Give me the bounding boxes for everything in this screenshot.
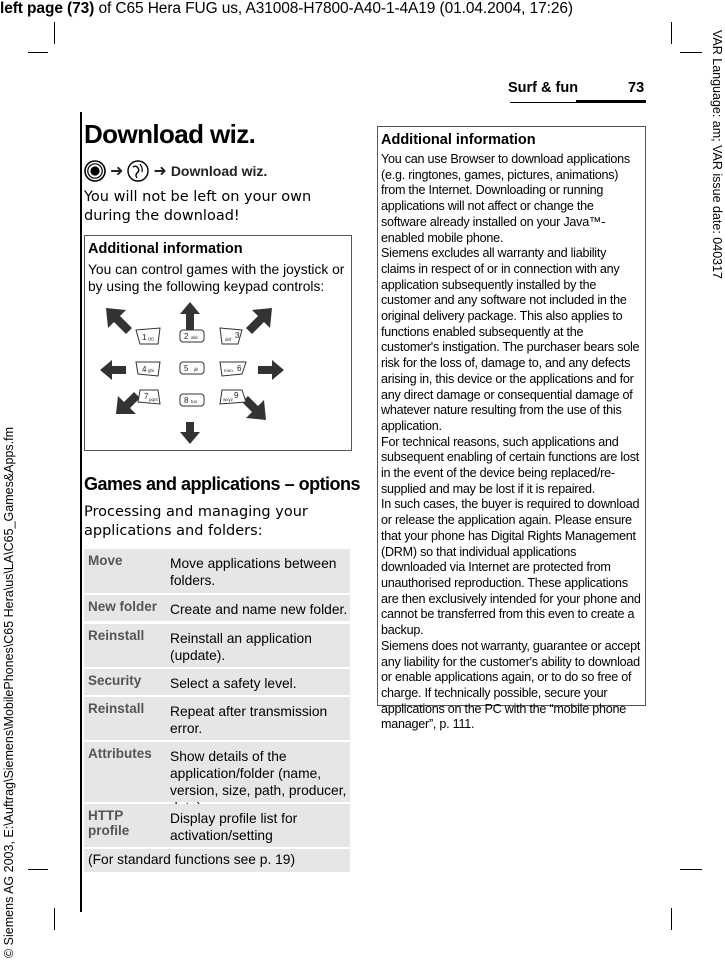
option-key: Security (88, 673, 142, 688)
option-key: Reinstall (88, 628, 145, 643)
arrow-down-icon (180, 422, 200, 444)
key-7-letters: pqrs (149, 397, 158, 402)
key-6-digit: 6 (237, 364, 242, 373)
side-info-left: © Siemens AG 2003, E:\Auftrag\Siemens\MobilePhones\C65 Hera\us\LA\C65_Games&Apps.fm (2, 426, 16, 958)
info-paragraph: For technical reasons, such applications and subsequent enabling of certain functions are lost in the event of the device being replaced/re-supplied and may be lost if it is repaired. (381, 434, 639, 496)
info-box-title: Additional information (88, 241, 243, 257)
intro-text: You will not be left on your own during the download! (84, 189, 312, 224)
crop-mark (680, 869, 702, 870)
options-row (84, 595, 350, 621)
crop-mark (680, 52, 702, 53)
options-footer-row (84, 849, 350, 872)
navigation-path (84, 159, 267, 183)
key-1-digit: 1 (142, 333, 147, 342)
column-rule (80, 112, 82, 912)
key-8-letters: tuv (191, 399, 198, 404)
key-9-digit: 9 (234, 391, 239, 400)
info-box-title: Additional information (381, 132, 536, 148)
crop-mark (54, 22, 55, 44)
crop-mark (54, 908, 55, 930)
crop-mark (28, 52, 48, 53)
info-paragraph: Siemens excludes all warranty and liability claims in respect of or in connection with any application subsequently installed by the customer and any software not included in the original delivery package. This also applies to functions enabled subsequently at the customer's instigation. The purchaser bears sole risk for the loss of, damage to, and any defects arising in, this device or the applications and for any direct damage or consequential damage of whatever nature resulting from the use of this application. (381, 246, 640, 433)
arrow-right-icon: ➜ (153, 163, 167, 180)
arrow-up-icon (180, 302, 200, 332)
additional-info-box-right (377, 126, 646, 732)
key-4-digit: 4 (142, 365, 147, 374)
key-2-digit: 2 (184, 332, 189, 341)
options-row (84, 549, 350, 593)
page-title: Download wiz. (84, 119, 256, 149)
side-info-right: VAR Language: am; VAR issue date: 040317 (710, 30, 724, 280)
subheading-text: Processing and managing your applications and folders: (84, 504, 308, 539)
arrow-right-icon (258, 360, 284, 380)
key-9-letters: wxyz (223, 397, 233, 402)
option-description: Repeat after transmission error. (170, 704, 328, 736)
key-2-letters: abc (191, 335, 199, 340)
info-box-text: You can control games with the joystick or by using the following keypad controls: (88, 262, 345, 294)
crop-mark (671, 22, 672, 44)
arrow-down-left-icon (116, 392, 140, 414)
key-3-digit: 3 (235, 331, 240, 340)
crop-mark (671, 908, 672, 930)
options-row (84, 697, 350, 740)
info-box-body (378, 148, 645, 733)
arrow-left-icon (100, 360, 126, 380)
option-description: Move applications between folders. (170, 556, 337, 588)
info-paragraph: In such cases, the buyer is required to download or release the application again. Please ensure that your phone has Digital Rights Management (DRM) so that individual applications downloaded via Internet are protected from unauthorised reproduction. These applications are then exclusively intended for your phone and cannot be transferred from this even to create a backup. (381, 497, 641, 638)
page-number: 73 (628, 80, 645, 96)
option-key: Attributes (88, 746, 152, 761)
option-description: Select a safety level. (170, 676, 297, 691)
options-footer: (For standard functions see p. 19) (88, 852, 296, 867)
option-key: Reinstall (88, 701, 145, 716)
key-3-letters: def (225, 337, 232, 342)
option-description: Show details of the application/folder (name, version, size, path, producer, (170, 749, 347, 798)
section-title: Surf & fun (508, 80, 579, 96)
header-rest: of C65 Hera FUG us, A31008-H7800-A40-1-4A19 (01.04.2004, 17:26) (98, 0, 573, 17)
crop-mark (28, 869, 48, 870)
key-6-letters: mno (224, 368, 233, 373)
section-subheading: Games and applications – options (84, 474, 361, 494)
key-5-digit: 5 (184, 364, 189, 373)
info-paragraph: You can use Browser to download applications (e.g. ringtones, games, pictures, animations) from the Internet. Downloading or running applications will not affect or change the software already installed on your Java™-enabled mobile phone. (381, 152, 630, 245)
arrow-up-right-icon (246, 308, 272, 334)
key-8-digit: 8 (184, 396, 189, 405)
document-header (0, 0, 573, 18)
option-key: HTTP profile (88, 808, 130, 838)
options-row (84, 742, 350, 802)
menu-key-icon (84, 160, 106, 182)
nav-target: Download wiz. (170, 163, 268, 179)
options-row (84, 624, 350, 667)
header-bold: left page (73) (0, 0, 95, 17)
key-1-letters: ᴼᴼ (148, 338, 155, 344)
surf-fun-icon (127, 160, 149, 182)
arrow-up-left-icon (106, 308, 132, 334)
option-key: New folder (88, 599, 158, 614)
header-rule-thick (576, 100, 646, 103)
keypad-diagram (96, 302, 296, 444)
key-5-letters: jkl (194, 367, 199, 372)
key-4-letters: ghi (148, 368, 155, 373)
option-description: Reinstall an application (update). (170, 631, 312, 663)
arrow-right-icon: ➜ (110, 163, 124, 180)
options-row (84, 804, 350, 847)
key-7-digit: 7 (144, 392, 149, 401)
option-key: Move (88, 553, 123, 568)
options-row (84, 669, 350, 695)
option-description: Create and name new folder. (170, 602, 348, 617)
option-description: Display profile list for activation/setting (170, 811, 298, 843)
info-paragraph: Siemens does not warranty, guarantee or accept any liability for the customer's ability to download or enable applications again, or to do so free of charge. If technically possible, secure your applications on the PC with the “mobile phone manager”, p. 111. (381, 638, 641, 732)
